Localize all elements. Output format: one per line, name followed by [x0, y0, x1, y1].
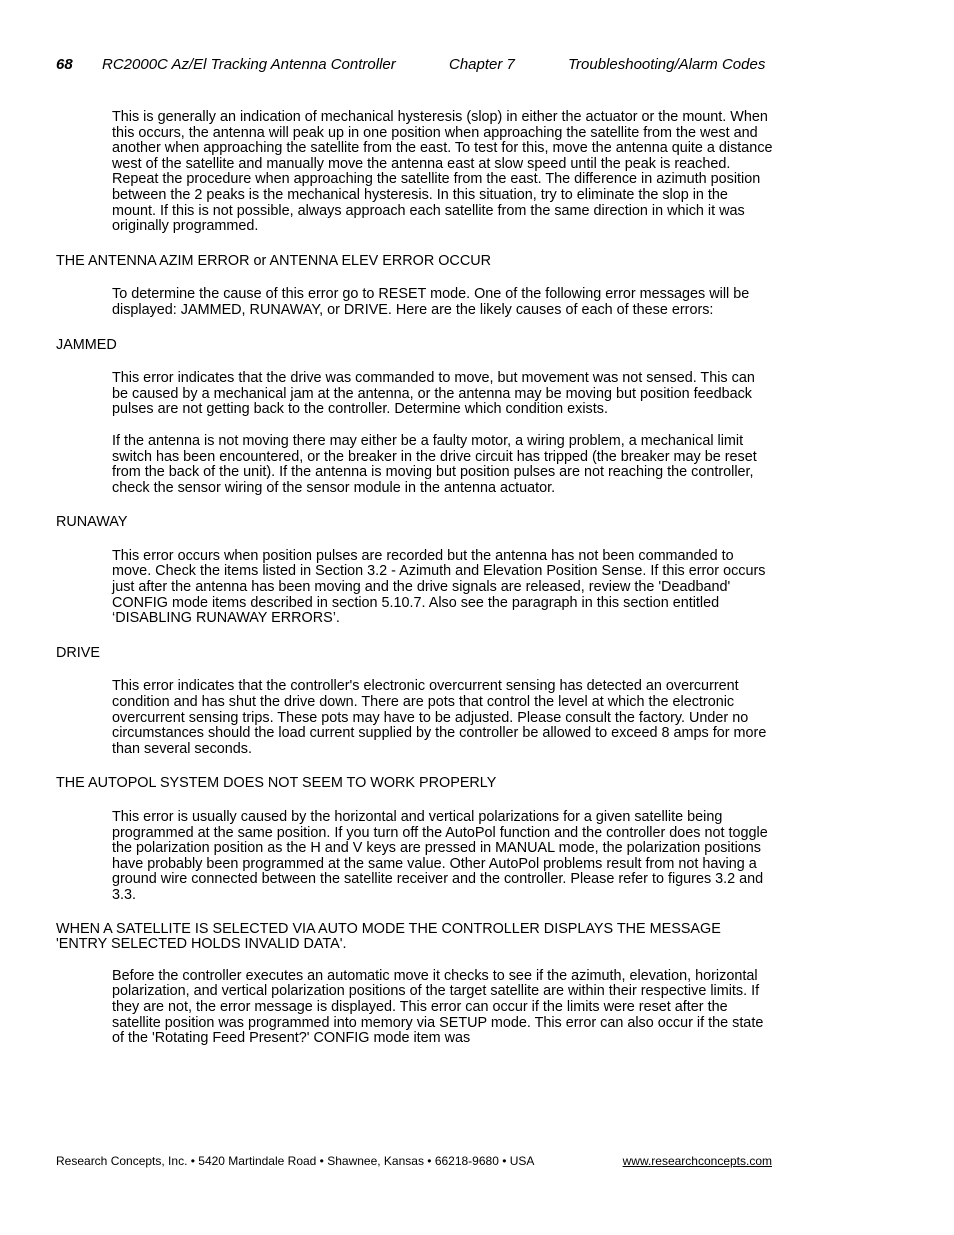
paragraph-jammed-1: This error indicates that the drive was commanded to move, but movement was not sensed. This can be caused by a mechanical jam at the antenna, or the antenna may be moving but position feedback pulses are not getting back to the controller. Determine which condition exists. — [112, 370, 755, 418]
page-header — [56, 56, 786, 76]
chapter-label: Chapter 7 — [449, 56, 515, 73]
page-content — [56, 110, 774, 1063]
heading-autopol: THE AUTOPOL SYSTEM DOES NOT SEEM TO WORK PROPERLY — [56, 775, 497, 792]
paragraph-drive: This error indicates that the controller's electronic overcurrent sensing has detected an overcurrent condition and has shut the drive down. There are pots that control the level at which the electronic overcurrent sensing trips. These pots may have to be adjusted. Please consult the factory. Under no circumstances should the load current supplied by the controller be allowed to exceed 8 amps for more than several seconds. — [112, 678, 767, 757]
paragraph-runaway: This error occurs when position pulses are recorded but the antenna has not been commanded to move. Check the items listed in Section 3.2 - Azimuth and Elevation Position Sense. If this error occurs just after the antenna has been moving and the drive signals are released, review the 'Deadband' CONFIG mode items described in section 5.10.7. Also see the paragraph in this section entitled ‘DISABLING RUNAWAY ERRORS’. — [112, 547, 766, 627]
paragraph-jammed-2: If the antenna is not moving there may either be a faulty motor, a wiring problem, a mechanical limit switch has been encountered, or the breaker in the drive circuit has tripped (the breaker may be reset from the back of the unit). If the antenna is moving but position pulses are not reaching the controller, check the sensor wiring of the sensor module in the antenna actuator. — [112, 432, 757, 496]
paragraph-autopol: This error is usually caused by the horizontal and vertical polarizations for a given satellite being programmed at the same position. If you turn off the AutoPol function and the controller does not toggle the polarization position as the H and V keys are pressed in MANUAL mode, the polarization positions have probably been programmed at the same value. Other AutoPol problems result from not having a ground wire connected between the satellite receiver and the controller. Please refer to figures 3.2 and 3.3. — [112, 809, 768, 903]
company-address: Research Concepts, Inc. • 5420 Martindale Road • Shawnee, Kansas • 66218-9680 • USA — [56, 1154, 535, 1168]
page-footer — [56, 1154, 772, 1170]
paragraph-azim-error: To determine the cause of this error go to RESET mode. One of the following error messages will be displayed: JAMMED, RUNAWAY, or DRIVE. Here are the likely causes of each of these errors: — [112, 286, 750, 318]
paragraph-invalid-data: Before the controller executes an automatic move it checks to see if the azimuth, elevation, horizontal polarization, and vertical polarization positions of the target satellite are within their respective limits. If they are not, the error message is displayed. This error can occur if the limits were reset after the satellite position was programmed into memory via SETUP mode. This error can also occur if the state of the 'Rotating Feed Present?' CONFIG mode item was — [112, 967, 764, 1047]
heading-drive: DRIVE — [56, 644, 100, 661]
heading-invalid-data: WHEN A SATELLITE IS SELECTED VIA AUTO MODE THE CONTROLLER DISPLAYS THE MESSAGE 'ENTRY SELECTED HOLDS INVALID DATA'. — [56, 920, 721, 953]
section-label: Troubleshooting/Alarm Codes — [568, 56, 766, 73]
heading-jammed: JAMMED — [56, 336, 117, 353]
page-number: 68 — [56, 56, 73, 73]
manual-title: RC2000C Az/El Tracking Antenna Controller — [102, 56, 396, 73]
heading-runaway: RUNAWAY — [56, 514, 128, 531]
website-link[interactable]: www.researchconcepts.com — [622, 1154, 772, 1168]
paragraph-hysteresis: This is generally an indication of mechanical hysteresis (slop) in either the actuator or the mount. When this occurs, the antenna will peak up in one position when approaching the satellite from the west and another when approaching the satellite from the east. To test for this, move the antenna quite a distance west of the satellite and manually move the antenna east at slow speed until the peak is reached. Repeat the procedure when approaching the satellite from the east. The difference in azimuth position between the 2 peaks is the mechanical hysteresis. In this situation, try to eliminate the slop in the mount. If this is not possible, always approach each satellite from the same direction in which it was originally programmed. — [112, 109, 773, 235]
heading-azim-error: THE ANTENNA AZIM ERROR or ANTENNA ELEV ERROR OCCUR — [56, 252, 491, 269]
